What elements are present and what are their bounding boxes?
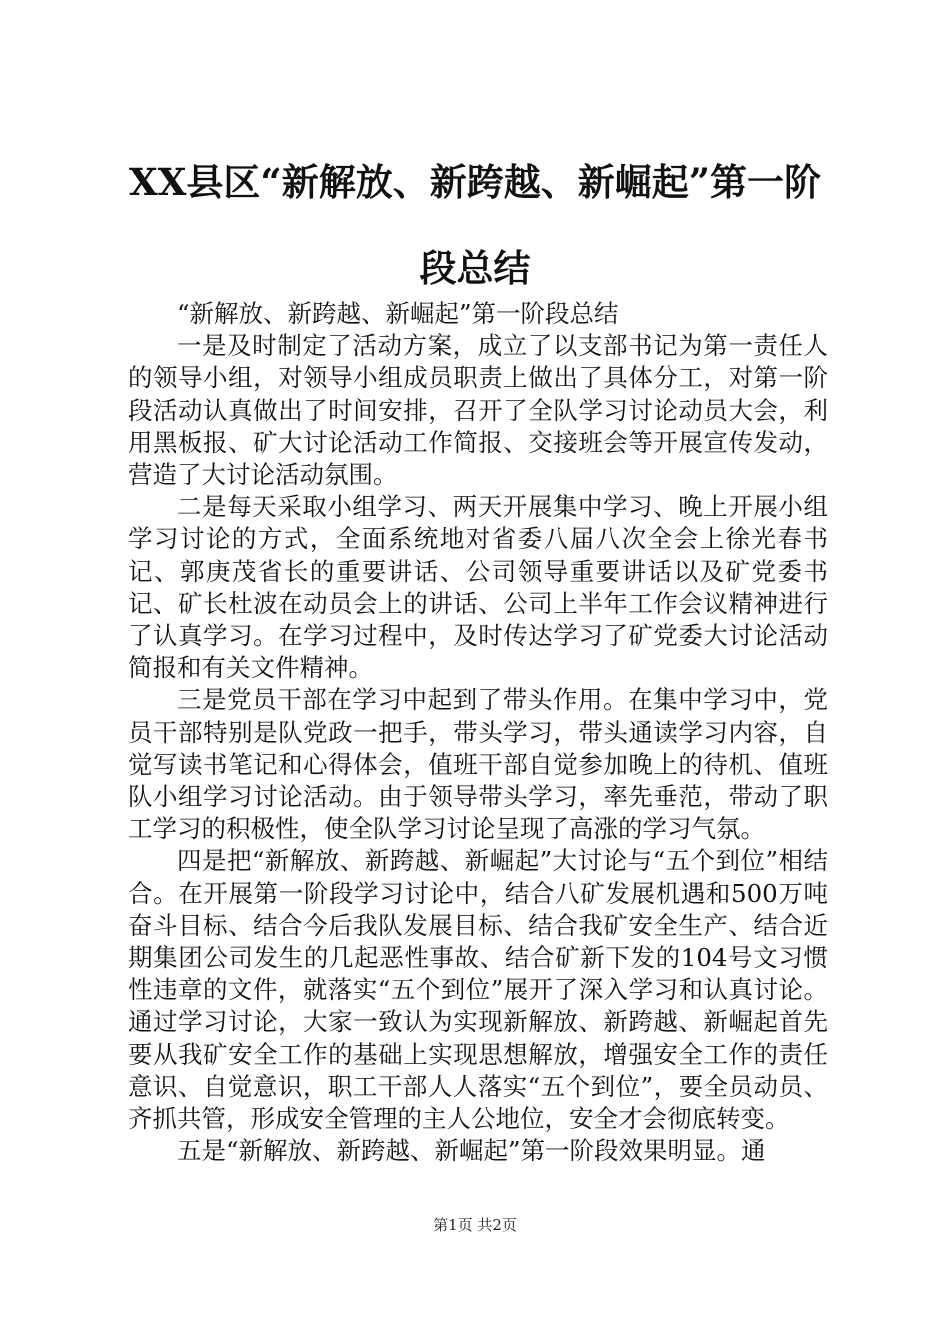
paragraph-subtitle: “新解放、新跨越、新崛起”第一阶段总结 (177, 299, 619, 328)
document-title-line-2: 段总结 (419, 246, 531, 290)
paragraph-2: 二是每天采取小组学习、两天开展集中学习、晚上开展小组学习讨论的方式，全面系统地对省委八届八次全会上徐光春书记、郭庚茂省长的重要讲话、公司领导重要讲话以及矿党委书记、矿长杜波在动员会上的讲话、公司上半年工作会议精神进行了认真学习。在学习过程中，及时传达学习了矿党委大讨论活动简报和有关文件精神。 (128, 492, 828, 683)
paragraph-4: 四是把“新解放、新跨越、新崛起”大讨论与“五个到位”相结合。在开展第一阶段学习讨论中，结合八矿发展机遇和500万吨奋斗目标、结合今后我队发展目标、结合我矿安全生产、结合近期集团公司发生的几起恶性事故、结合矿新下发的104号文习惯性违章的文件，就落实“五个到位”展开了深入学习和认真讨论。通过学习讨论，大家一致认为实现新解放、新跨越、新崛起首先要从我矿安全工作的基础上实现思想解放，增强安全工作的责任意识、自觉意识，职工干部人人落实“五个到位”，要全员动员、齐抓共管，形成安全管理的主人公地位，安全才会彻底转变。 (128, 846, 828, 1134)
paragraph-1: 一是及时制定了活动方案，成立了以支部书记为第一责任人的领导小组，对领导小组成员职责上做出了具体分工，对第一阶段活动认真做出了时间安排，召开了全队学习讨论动员大会，利用黑板报、矿大讨论活动工作简报、交接班会等开展宣传发动，营造了大讨论活动氛围。 (128, 331, 828, 490)
document-body (128, 298, 828, 1167)
page-footer: 第1页 共2页 (433, 1216, 517, 1234)
document-title-line-1: XX县区“新解放、新跨越、新崛起”第一阶 (129, 160, 821, 204)
paragraph-5: 五是“新解放、新跨越、新崛起”第一阶段效果明显。通 (177, 1136, 766, 1166)
paragraph-3: 三是党员干部在学习中起到了带头作用。在集中学习中，党员干部特别是队党政一把手，带头学习，带头通读学习内容，自觉写读书笔记和心得体会，值班干部自觉参加晚上的待机、值班队小组学习讨论活动。由于领导带头学习，率先垂范，带动了职工学习的积极性，使全队学习讨论呈现了高涨的学习气氛。 (128, 685, 828, 844)
